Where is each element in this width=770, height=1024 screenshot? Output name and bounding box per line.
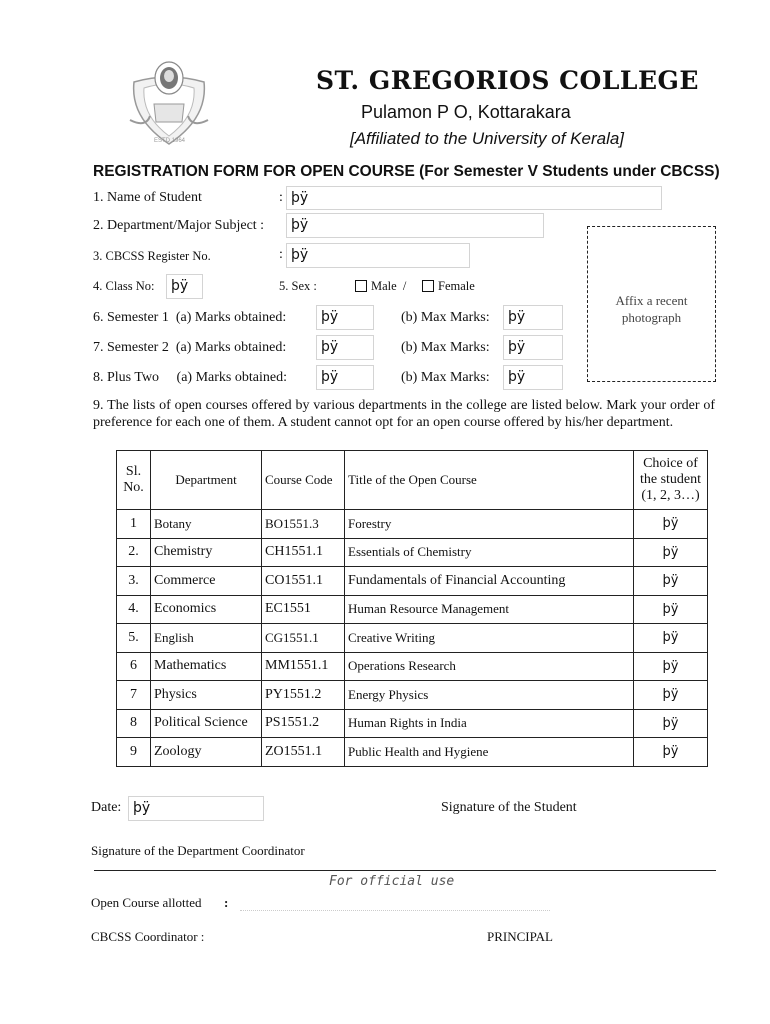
row-sl: 7	[117, 681, 151, 710]
row-choice-field[interactable]: þÿ	[634, 510, 708, 539]
row-course-title: Human Resource Management	[345, 595, 634, 624]
row-choice-field[interactable]: þÿ	[634, 595, 708, 624]
header-choice-line3: (1, 2, 3…)	[641, 488, 700, 503]
date-field[interactable]: þÿ	[128, 796, 264, 821]
name-label: 1. Name of Student	[93, 190, 202, 205]
college-affiliation: [Affiliated to the University of Kerala]	[350, 129, 625, 148]
female-label: Female	[438, 279, 475, 293]
college-name: ST. GREGORIOS COLLEGE	[316, 66, 699, 95]
photo-box-line1: Affix a recent	[615, 293, 688, 308]
department-label: 2. Department/Major Subject :	[93, 218, 265, 233]
table-row	[117, 738, 708, 767]
row-course-title: Energy Physics	[345, 681, 634, 710]
row-department: English	[151, 624, 262, 653]
sem2-marks-field[interactable]: þÿ	[316, 335, 374, 360]
cbcss-coordinator-label: CBCSS Coordinator :	[91, 929, 205, 944]
row-department: Physics	[151, 681, 262, 710]
sem1-max-field[interactable]: þÿ	[503, 305, 563, 330]
name-colon: :	[279, 190, 283, 205]
open-courses-table	[116, 450, 708, 767]
row-course-title: Creative Writing	[345, 624, 634, 653]
male-checkbox[interactable]	[355, 280, 367, 292]
plus-two-marks-field[interactable]: þÿ	[316, 365, 374, 390]
row-sl: 4.	[117, 595, 151, 624]
table-row	[117, 652, 708, 681]
row-choice-field[interactable]: þÿ	[634, 709, 708, 738]
row-course-code: CO1551.1	[262, 567, 345, 596]
course-allotted-label: Open Course allotted	[91, 895, 202, 910]
row-sl: 3.	[117, 567, 151, 596]
row-department: Mathematics	[151, 652, 262, 681]
instructions-text: 9. The lists of open courses offered by various departments in the college are listed below. Mark your order of preference for each one of them. A student cannot opt for an open course offered by his/her department.	[93, 398, 715, 430]
table-row	[117, 624, 708, 653]
photo-box	[587, 226, 716, 382]
header-title: Title of the Open Course	[345, 451, 634, 510]
sem1-max-label: (b) Max Marks:	[401, 310, 490, 325]
register-no-label: 3. CBCSS Register No.	[93, 249, 211, 263]
row-course-code: CG1551.1	[262, 624, 345, 653]
male-label: Male /	[371, 279, 407, 293]
course-allotted-colon: :	[224, 895, 229, 910]
register-no-field[interactable]: þÿ	[286, 243, 470, 268]
row-department: Commerce	[151, 567, 262, 596]
row-department: Botany	[151, 510, 262, 539]
plus-two-max-field[interactable]: þÿ	[503, 365, 563, 390]
principal-label: PRINCIPAL	[487, 929, 553, 944]
header-sl-line1: Sl.	[125, 464, 142, 479]
table-row	[117, 709, 708, 738]
sem2-label: 7. Semester 2 (a) Marks obtained:	[93, 340, 287, 355]
row-sl: 9	[117, 738, 151, 767]
header-course-code: Course Code	[262, 451, 345, 510]
class-no-label: 4. Class No:	[93, 279, 155, 293]
row-course-title: Essentials of Chemistry	[345, 538, 634, 567]
table-row	[117, 510, 708, 539]
college-logo	[126, 58, 212, 150]
row-sl: 6	[117, 652, 151, 681]
row-course-title: Forestry	[345, 510, 634, 539]
row-sl: 1	[117, 510, 151, 539]
female-checkbox[interactable]	[422, 280, 434, 292]
row-course-code: MM1551.1	[262, 652, 345, 681]
row-choice-field[interactable]: þÿ	[634, 624, 708, 653]
row-sl: 5.	[117, 624, 151, 653]
row-course-code: EC1551	[262, 595, 345, 624]
sem2-max-label: (b) Max Marks:	[401, 340, 490, 355]
row-sl: 2.	[117, 538, 151, 567]
photo-box-line2: photograph	[621, 310, 682, 325]
sem1-marks-field[interactable]: þÿ	[316, 305, 374, 330]
student-signature-label: Signature of the Student	[441, 800, 577, 815]
header-choice	[634, 451, 708, 510]
official-use-label: For official use	[329, 874, 455, 889]
plus-two-max-label: (b) Max Marks:	[401, 370, 490, 385]
row-choice-field[interactable]: þÿ	[634, 738, 708, 767]
register-no-colon: :	[279, 247, 283, 262]
row-department: Zoology	[151, 738, 262, 767]
header-choice-line2: the student	[639, 472, 702, 487]
row-course-code: ZO1551.1	[262, 738, 345, 767]
date-label: Date:	[91, 800, 122, 815]
department-field[interactable]: þÿ	[286, 213, 544, 238]
header-sl	[117, 451, 151, 510]
row-course-code: CH1551.1	[262, 538, 345, 567]
form-title: REGISTRATION FORM FOR OPEN COURSE (For Semester V Students under CBCSS)	[93, 163, 720, 180]
row-choice-field[interactable]: þÿ	[634, 681, 708, 710]
row-course-code: PY1551.2	[262, 681, 345, 710]
coordinator-signature-label: Signature of the Department Coordinator	[91, 843, 305, 858]
header-department: Department	[151, 451, 262, 510]
sem2-max-field[interactable]: þÿ	[503, 335, 563, 360]
row-sl: 8	[117, 709, 151, 738]
official-divider	[94, 870, 716, 871]
row-course-title: Human Rights in India	[345, 709, 634, 738]
row-course-title: Public Health and Hygiene	[345, 738, 634, 767]
row-choice-field[interactable]: þÿ	[634, 538, 708, 567]
header-choice-line1: Choice of	[643, 456, 698, 471]
plus-two-label: 8. Plus Two (a) Marks obtained:	[93, 370, 287, 385]
class-no-field[interactable]: þÿ	[166, 274, 203, 299]
row-course-title: Operations Research	[345, 652, 634, 681]
row-choice-field[interactable]: þÿ	[634, 567, 708, 596]
row-department: Economics	[151, 595, 262, 624]
row-choice-field[interactable]: þÿ	[634, 652, 708, 681]
row-department: Political Science	[151, 709, 262, 738]
row-department: Chemistry	[151, 538, 262, 567]
header-sl-line2: No.	[123, 480, 144, 495]
table-header-row	[117, 451, 708, 510]
table-row	[117, 681, 708, 710]
table-row	[117, 538, 708, 567]
table-row	[117, 567, 708, 596]
course-allotted-line[interactable]	[240, 910, 550, 911]
row-course-code: BO1551.3	[262, 510, 345, 539]
college-address: Pulamon P O, Kottarakara	[361, 102, 571, 122]
student-name-field[interactable]: þÿ	[286, 186, 662, 210]
logo-text: ESTD 1964	[154, 138, 186, 144]
sem1-label: 6. Semester 1 (a) Marks obtained:	[93, 310, 287, 325]
row-course-code: PS1551.2	[262, 709, 345, 738]
row-course-title: Fundamentals of Financial Accounting	[345, 567, 634, 596]
sex-label: 5. Sex :	[279, 279, 317, 293]
table-row	[117, 595, 708, 624]
